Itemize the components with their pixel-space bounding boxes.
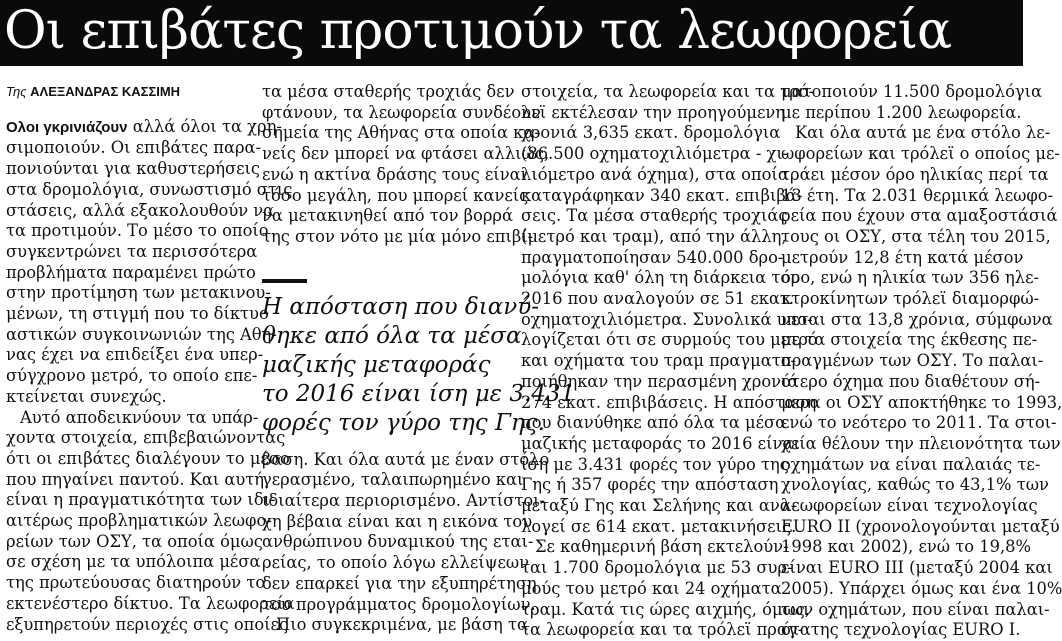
paragraph xyxy=(262,615,528,636)
headline-banner xyxy=(0,0,1023,66)
text-line: που πηγαίνει παντού. Και αυτή xyxy=(6,469,265,489)
pullquote-rule xyxy=(262,279,307,283)
pullquote xyxy=(262,293,576,438)
paragraph xyxy=(521,537,811,641)
text-line: σημεία της Αθήνας στα οποία κα- xyxy=(262,123,540,143)
text-line: που διανύθηκε από όλα τα μέσα xyxy=(521,413,787,433)
text-line: με τα στοιχεία της έκθεσης πε- xyxy=(781,330,1038,350)
text-line: τα προτιμούν. Το μέσο το οποίο xyxy=(6,221,269,241)
text-line: ιδιαίτερα περιορισμένο. Αντίστοι- xyxy=(262,491,546,511)
text-line: εκτενέστερο δίκτυο. Τα λεωφορεία xyxy=(6,593,295,613)
text-line: να μετακινηθεί από τον βορρά xyxy=(262,206,513,226)
text-line: πραγμένων των ΟΣΥ. Το παλαι- xyxy=(781,351,1044,371)
paragraph xyxy=(262,449,550,616)
text-line: χεία θέλουν την πλειονότητα των xyxy=(781,433,1061,453)
text-line: του προγράμματος δρομολογίων. xyxy=(262,594,536,614)
text-line: είναι EURO III (μεταξύ 2004 και xyxy=(781,558,1053,578)
paragraph xyxy=(781,123,1062,641)
headline: Οι επιβάτες προτιμούν τα λεωφορεία xyxy=(4,1,952,61)
text-line: εξυπηρετούν περιοχές στις οποίες xyxy=(6,614,289,634)
text-line: σιμοποιούν. Οι επιβάτες παρα- xyxy=(6,138,262,158)
text-line: γερασμένο, ταλαιπωρημένο και xyxy=(262,470,524,490)
article-column-1 xyxy=(6,82,295,635)
text-line: λεϊ εκτέλεσαν την προηγούμενη xyxy=(521,102,786,122)
text-line: κτείνεται συνεχώς. xyxy=(6,386,167,406)
text-line: νεται στα 13,8 χρόνια, σύμφωνα xyxy=(781,309,1053,329)
text-line: 13 έτη. Τα 2.031 θερμικά λεωφο- xyxy=(781,185,1054,205)
text-line: πονιούνται για καθυστερήσεις xyxy=(6,159,261,179)
text-line: λεωφορείων είναι τεχνολογίας xyxy=(781,496,1038,516)
paragraph xyxy=(262,82,550,248)
text-line: ρείας, το οποίο λόγω ελλείψεων xyxy=(262,553,530,573)
text-line: ται 1.700 δρομολόγια με 53 συρ- xyxy=(521,558,793,578)
text-line: Γης ή 357 φορές την απόσταση xyxy=(521,475,779,495)
text-line: ίση με 3.431 φορές τον γύρο της xyxy=(521,454,789,474)
text-line: θηκε από όλα τα μέσα xyxy=(262,322,522,349)
text-line: λιόμετρο ανά όχημα), στα οποία xyxy=(521,164,789,184)
text-line: ότατης τεχνολογίας EURO I. xyxy=(781,620,1021,640)
lead-phrase: Ολοι γκρινιάζουν xyxy=(6,118,128,136)
text-line: αιτέρως προβληματικών λεωφο- xyxy=(6,511,272,531)
text-line: στάσεις, αλλά εξακολουθούν να xyxy=(6,200,275,220)
lead-line-rest: αλλά όλοι τα χρη- xyxy=(132,116,282,136)
article-column-4 xyxy=(781,82,1062,641)
text-line: Σε καθημερινή βάση εκτελούν- xyxy=(535,537,789,557)
byline-author: ΑΛΕΞΑΝΔΡΑΣ ΚΑΣΣΙΜΗ xyxy=(30,84,181,99)
text-line: μερα οι ΟΣΥ αποκτήθηκε το 1993, xyxy=(781,392,1062,412)
byline-prefix: Της xyxy=(6,84,27,99)
text-line: μένων, τη στιγμή που το δίκτυο xyxy=(6,304,269,324)
text-line: στοιχεία, τα λεωφορεία και τα τρό- xyxy=(521,82,815,101)
text-line: Πιο συγκεκριμένα, με βάση τα xyxy=(276,615,528,635)
lead-line xyxy=(6,116,282,139)
text-line: σεις. Τα μέσα σταθερής τροχιάς xyxy=(521,206,788,226)
text-line: βαση. Και όλα αυτά με έναν στόλο xyxy=(262,449,550,469)
text-line: 2005). Υπάρχει όμως και ένα 10% xyxy=(781,578,1062,598)
text-line: οχηματοχιλιόμετρα. Συνολικά υπο- xyxy=(521,309,813,329)
text-line: (86.500 οχηματοχιλιόμετρα - χι- xyxy=(521,144,789,164)
article-column-3 xyxy=(521,82,818,641)
text-line: χοντα στοιχεία, επιβεβαιώνοντας xyxy=(6,428,286,448)
text-line: ποιήθηκαν την περασμένη χρονιά xyxy=(521,371,799,391)
text-line: μεταξύ Γης και Σελήνης και ανα- xyxy=(521,496,797,516)
text-line: σε σχέση με τα υπόλοιπα μέσα xyxy=(6,552,261,572)
text-line: ανθρώπινου δυναμικού της εται- xyxy=(262,532,534,552)
paragraph xyxy=(781,82,1042,123)
text-line: τα μέσα σταθερής τροχιάς δεν xyxy=(262,82,515,101)
text-line: στην προτίμηση των μετακινου- xyxy=(6,283,271,303)
text-line: μούς του μετρό και 24 οχήματα xyxy=(521,578,782,598)
text-line: ματοποιούν 11.500 δρομολόγια xyxy=(781,82,1042,101)
text-line: τραμ. Κατά τις ώρες αιχμής, όμως, xyxy=(521,599,811,619)
text-line: τόσο μεγάλη, που μπορεί κανείς xyxy=(262,185,529,205)
text-line: συγκεντρώνει τα περισσότερα xyxy=(6,241,258,261)
text-line: αστικών συγκοινωνιών της Αθή- xyxy=(6,324,277,344)
text-line: και οχήματα του τραμ πραγματο- xyxy=(521,351,797,371)
text-line: είναι η πραγματικότητα των ιδι- xyxy=(6,490,276,510)
text-line: τους οι ΟΣΥ, στα τέλη του 2015, xyxy=(781,226,1051,246)
text-line: Και όλα αυτά με ένα στόλο λε- xyxy=(795,123,1051,143)
paragraph xyxy=(6,407,295,636)
text-line: νας έχει να επιδείξει ένα υπερ- xyxy=(6,345,264,365)
text-line: ότερο όχημα που διαθέτουν σή- xyxy=(781,371,1041,391)
text-line: δεν επαρκεί για την εξυπηρέτηση xyxy=(262,573,537,593)
text-line: ενώ η ακτίνα δράσης τους είναι xyxy=(262,164,527,184)
text-line: μολόγια καθ' όλη τη διάρκεια του xyxy=(521,268,801,288)
text-line: νείς δεν μπορεί να φτάσει αλλιώς, xyxy=(262,144,550,164)
paragraph xyxy=(6,138,293,407)
text-line: τα λεωφορεία και τα τρόλεϊ πραγ- xyxy=(521,620,804,640)
text-line: ωφορείων και τρόλεϊ ο οποίος με- xyxy=(781,144,1060,164)
text-line: μαζικής μεταφοράς το 2016 είναι xyxy=(521,433,800,453)
text-line: ότι οι επιβάτες διαλέγουν το μέσο xyxy=(6,448,290,468)
text-line: χρονιά 3,635 εκατ. δρομολόγια xyxy=(521,123,781,143)
text-line: πραγματοποίησαν 540.000 δρο- xyxy=(521,247,784,267)
text-line: ρεία που έχουν στα αμαξοστάσιά xyxy=(781,206,1058,226)
text-line: χνολογίας, καθώς το 43,1% των xyxy=(781,475,1049,495)
byline xyxy=(6,82,244,103)
text-line: λογίζεται ότι σε συρμούς του μετρό xyxy=(521,330,818,350)
text-line: το 2016 είναι ίση με 3.431 xyxy=(262,380,576,407)
text-line: της στον νότο με μία μόνο επιβί- xyxy=(262,226,534,246)
text-line: σύγχρονο μετρό, το οποίο επε- xyxy=(6,366,258,386)
text-line: 1998 και 2002), ενώ το 19,8% xyxy=(781,537,1031,557)
text-line: μαζικής μεταφοράς xyxy=(262,351,491,378)
text-line: οχημάτων να είναι παλαιάς τε- xyxy=(781,454,1041,474)
text-line: EURO II (χρονολογούνται μεταξύ xyxy=(781,516,1060,536)
text-line: στα δρομολόγια, συνωστισμό στις xyxy=(6,179,293,199)
text-line: φορές τον γύρο της Γης. xyxy=(262,409,545,436)
text-line: όρο, ενώ η ηλικία των 356 ηλε- xyxy=(781,268,1040,288)
text-line: μετρούν 12,8 έτη κατά μέσον xyxy=(781,247,1024,267)
text-line: καταγράφηκαν 340 εκατ. επιβιβά- xyxy=(521,185,803,205)
text-line: ρείων των ΟΣΥ, τα οποία όμως xyxy=(6,531,263,551)
article-column-2 xyxy=(262,82,576,636)
text-line: φτάνουν, τα λεωφορεία συνδέουν xyxy=(262,102,541,122)
paragraph xyxy=(521,82,818,537)
text-line: Η απόσταση που διανύ- xyxy=(262,293,539,320)
text-line: 2016 που αναλογούν σε 51 εκατ. xyxy=(521,289,795,309)
text-line: λογεί σε 614 εκατ. μετακινήσεις. xyxy=(521,516,797,536)
text-line: 274 εκατ. επιβιβάσεις. Η απόσταση xyxy=(521,392,817,412)
text-line: χη βέβαια είναι και η εικόνα του xyxy=(262,511,533,531)
text-line: κτροκίνητων τρόλεϊ διαμορφώ- xyxy=(781,289,1040,309)
text-line: (μετρό και τραμ), από την άλλη, xyxy=(521,226,787,246)
text-line: της πρωτεύουσας διατηρούν το xyxy=(6,573,266,593)
text-line: με περίπου 1.200 λεωφορεία. xyxy=(781,102,1022,122)
text-line: των οχημάτων, που είναι παλαι- xyxy=(781,599,1050,619)
text-line: τράει μέσον όρο ηλικίας περί τα xyxy=(781,164,1049,184)
text-line: προβλήματα παραμένει πρώτο xyxy=(6,262,256,282)
text-line: Αυτό αποδεικνύουν τα υπάρ- xyxy=(20,407,259,427)
text-line: ενώ το νεότερο το 2011. Τα στοι- xyxy=(781,413,1057,433)
